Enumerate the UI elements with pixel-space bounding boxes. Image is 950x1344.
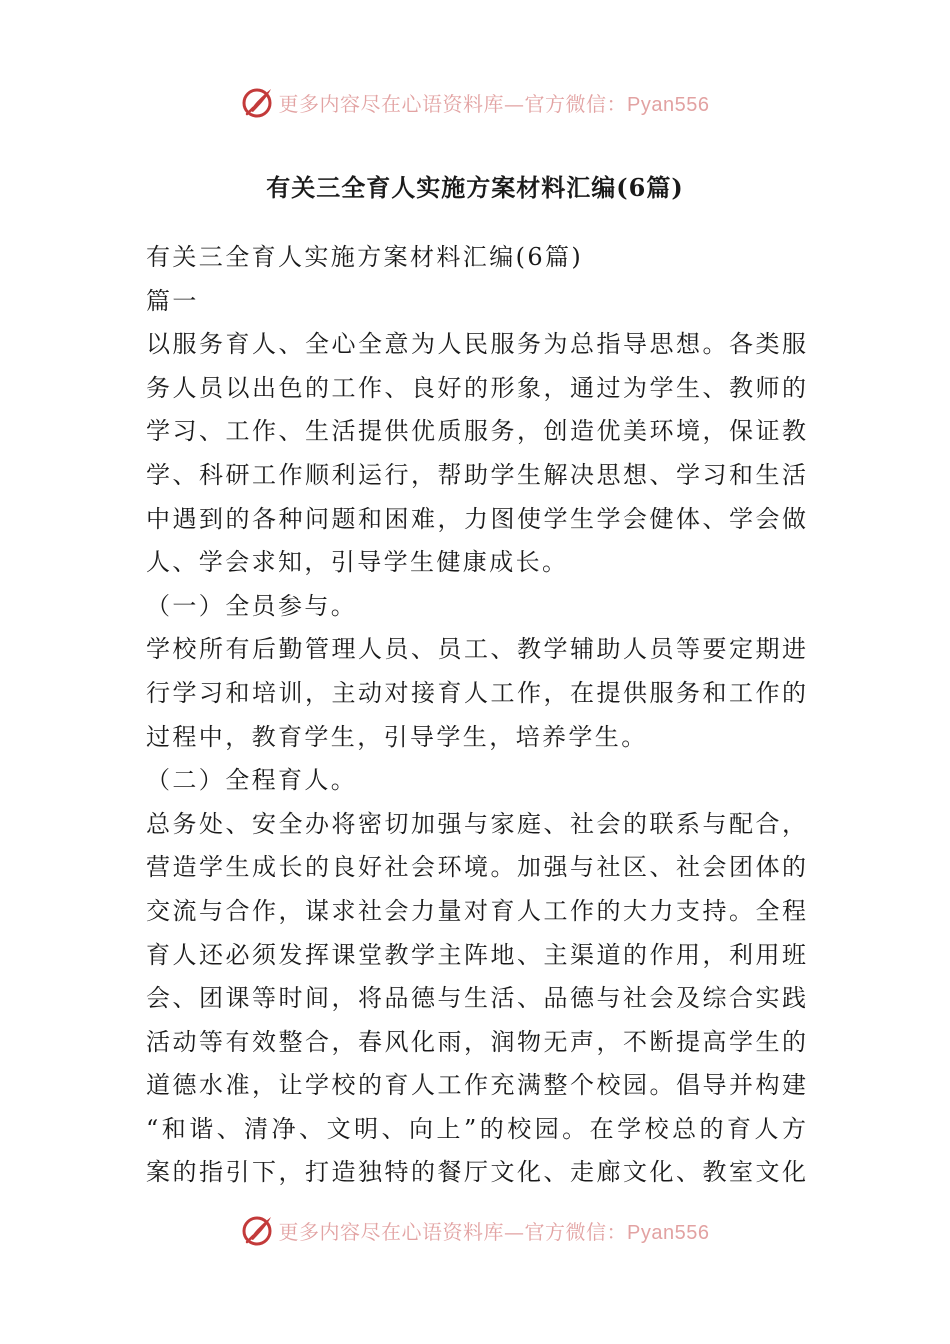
quill-logo-icon: [241, 85, 275, 119]
watermark-text: 更多内容尽在心语资料库—官方微信：Pyan556: [278, 1219, 710, 1244]
body-line: 人、学会求知，引导学生健康成长。: [146, 548, 569, 577]
subsection-heading: （二）全程育人。: [146, 766, 358, 795]
body-line: 行学习和培训，主动对接育人工作，在提供服务和工作的: [146, 678, 806, 707]
body-line: 务人员以出色的工作、良好的形象，通过为学生、教师的: [146, 373, 806, 402]
document-title: 有关三全育人实施方案材料汇编(6篇): [266, 173, 684, 202]
body-line: 活动等有效整合，春风化雨，润物无声，不断提高学生的: [146, 1027, 806, 1056]
document-body: [146, 236, 806, 1195]
subsection-heading: （一）全员参与。: [146, 591, 358, 620]
body-line: 交流与合作，谋求社会力量对育人工作的大力支持。全程: [146, 896, 806, 925]
footer-watermark-banner: [0, 1210, 950, 1250]
body-line: 育人还必须发挥课堂教学主阵地、主渠道的作用，利用班: [146, 940, 806, 969]
body-line: 过程中，教育学生，引导学生，培养学生。: [146, 722, 648, 751]
quill-logo-icon: [241, 1213, 275, 1247]
body-line: 学校所有后勤管理人员、员工、教学辅助人员等要定期进: [146, 635, 806, 664]
header-watermark-banner: [0, 82, 950, 122]
body-line: 学、科研工作顺利运行，帮助学生解决思想、学习和生活: [146, 460, 806, 489]
body-line: “和谐、清净、文明、向上”的校园。在学校总的育人方: [146, 1114, 806, 1143]
body-line: 学习、工作、生活提供优质服务，创造优美环境，保证教: [146, 417, 806, 446]
body-line: 道德水准，让学校的育人工作充满整个校园。倡导并构建: [146, 1071, 806, 1100]
section-heading: 篇一: [146, 286, 199, 315]
body-line: 案的指引下，打造独特的餐厅文化、走廊文化、教室文化: [146, 1158, 806, 1187]
body-line: 有关三全育人实施方案材料汇编(6篇): [146, 243, 584, 271]
watermark-text: 更多内容尽在心语资料库—官方微信：Pyan556: [278, 91, 710, 116]
body-line: 中遇到的各种问题和困难，力图使学生学会健体、学会做: [146, 504, 806, 533]
body-line: 营造学生成长的良好社会环境。加强与社区、社会团体的: [146, 853, 806, 882]
body-line: 会、团课等时间，将品德与生活、品德与社会及综合实践: [146, 984, 806, 1013]
body-line: 总务处、安全办将密切加强与家庭、社会的联系与配合，: [146, 809, 806, 838]
body-line: 以服务育人、全心全意为人民服务为总指导思想。各类服: [146, 330, 806, 359]
